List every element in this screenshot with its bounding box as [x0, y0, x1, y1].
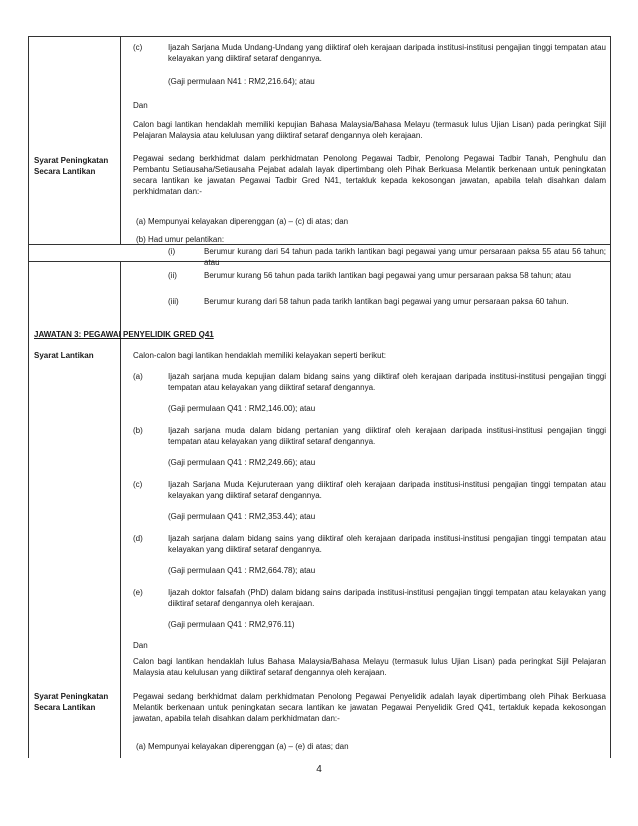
qualification-text: Ijazah sarjana muda kepujian dalam bidang sains yang diiktiraf oleh kerajaan daripada institusi-institusi pengajian tinggi tempatan atau kelayakan yang diiktiraf setaraf dengannya. — [168, 372, 606, 392]
item-letter: (a) — [133, 372, 143, 381]
condition-a: (a) Mempunyai kelayakan diperenggan (a) – (e) di atas; dan — [136, 742, 349, 751]
page-number: 4 — [316, 764, 322, 775]
promotion-intro: Pegawai sedang berkhidmat dalam perkhidmatan Penolong Pegawai Tadbir, Penolong Pegawai Tadbir Tanah, Penghulu dan Pembantu Setiausaha/Setiausaha Pejabat adalah layak dipertimbang oleh Pihak Berkuasa Melantik berkenaan untuk peningkatan secara lantikan ke jawatan Pegawai Tadbir Gred N41, tertakluk kepada kekosongan jawatan, apabila telah disahkan dalam perkhidmatan dan:- — [133, 154, 606, 196]
table-right-border — [610, 36, 611, 758]
condition-a: (a) Mempunyai kelayakan diperenggan (a) – (c) di atas; dan — [136, 217, 349, 226]
item-letter: (d) — [133, 534, 143, 543]
column-divider — [120, 36, 121, 244]
qualification-text: Ijazah sarjana muda dalam bidang pertanian yang diiktiraf oleh kerajaan daripada institusi-institusi pengajian tinggi tempatan atau kelayakan yang diiktiraf setaraf dengannya. — [168, 426, 606, 446]
salary-text: (Gaji permulaan Q41 : RM2,976.11) — [168, 620, 295, 629]
item-letter: (c) — [133, 43, 143, 52]
qualification-text: Ijazah sarjana dalam bidang sains yang diiktiraf oleh kerajaan daripada institusi-institusi pengajian tinggi tempatan atau kelayakan yang diiktiraf setaraf dengannya. — [168, 534, 606, 554]
age-text: Berumur kurang dari 58 tahun pada tarikh lantikan bagi pegawai yang umur persaraan paksa 60 tahun. — [204, 297, 569, 306]
age-num: (iii) — [168, 297, 179, 306]
qualification-text: Ijazah Sarjana Muda Kejuruteraan yang diiktiraf oleh kerajaan daripada institusi-institusi pengajian tinggi tempatan atau kelayakan yang diiktiraf setaraf dengannya. — [168, 480, 606, 500]
age-text: Berumur kurang dari 54 tahun pada tarikh lantikan bagi pegawai yang umur persaraan paksa 55 atau 56 tahun; atau — [204, 247, 606, 267]
item-letter: (e) — [133, 588, 143, 597]
age-text: Berumur kurang 56 tahun pada tarikh lantikan bagi pegawai yang umur persaraan paksa 58 tahun; atau — [204, 271, 571, 280]
appointment-intro: Calon-calon bagi lantikan hendaklah memiliki kelayakan seperti berikut: — [133, 351, 387, 360]
item-letter: (c) — [133, 480, 143, 489]
salary-text: (Gaji permulaan N41 : RM2,216.64); atau — [168, 77, 315, 86]
table-top-border — [28, 36, 611, 37]
age-num: (i) — [168, 247, 176, 256]
language-requirement: Calon bagi lantikan hendaklah memiliki kepujian Bahasa Malaysia/Bahasa Melayu (termasuk lulus Ujian Lisan) pada peringkat Sijil Pelajaran Malaysia atau kelulusan yang diiktiraf setaraf dengannya oleh kerajaan. — [133, 120, 606, 140]
salary-text: (Gaji permulaan Q41 : RM2,249.66); atau — [168, 458, 316, 467]
qualification-text: Ijazah doktor falsafah (PhD) dalam bidang sains daripada institusi-institusi pengajian tinggi tempatan atau kelayakan yang diiktiraf setaraf dengannya oleh kerajaan. — [168, 588, 606, 608]
qualification-text: Ijazah Sarjana Muda Undang-Undang yang diiktiraf oleh kerajaan daripada institusi-institusi pengajian tinggi tempatan atau kelayakan yang diiktiraf setaraf dengannya. — [168, 43, 606, 63]
salary-text: (Gaji permulaan Q41 : RM2,146.00); atau — [168, 404, 316, 413]
language-requirement: Calon bagi lantikan hendaklah lulus Bahasa Malaysia/Bahasa Melayu (termasuk lulus Ujian Lisan) pada peringkat Sijil Pelajaran Malaysia atau kelulusan yang diiktiraf setaraf dengannya oleh kerajaan. — [133, 657, 606, 677]
row-label: Syarat Lantikan — [34, 351, 94, 360]
table-left-border — [28, 36, 29, 758]
salary-text: (Gaji permulaan Q41 : RM2,353.44); atau — [168, 512, 316, 521]
row-label: Syarat Peningkatan Secara Lantikan — [34, 156, 109, 176]
item-letter: (b) — [133, 426, 143, 435]
section-heading: JAWATAN 3: PEGAWAI PENYELIDIK GRED Q41 — [34, 330, 214, 339]
condition-b: (b) Had umur pelantikan: — [136, 235, 225, 244]
row-label: Syarat Peningkatan Secara Lantikan — [34, 692, 109, 712]
age-num: (ii) — [168, 271, 177, 280]
salary-text: (Gaji permulaan Q41 : RM2,664.78); atau — [168, 566, 316, 575]
dan-text: Dan — [133, 641, 148, 650]
dan-text: Dan — [133, 101, 148, 110]
promotion-intro: Pegawai sedang berkhidmat dalam perkhidmatan Penolong Pegawai Penyelidik adalah layak dipertimbang oleh Pihak Berkuasa Melantik berkenaan untuk peningkatan secara lantikan ke jawatan Pegawai Penyelidik Gred Q41, tertakluk kepada kekosongan jawatan, apabila telah disahkan dalam perkhidmatan dan:- — [133, 692, 606, 723]
row-divider — [28, 244, 611, 245]
